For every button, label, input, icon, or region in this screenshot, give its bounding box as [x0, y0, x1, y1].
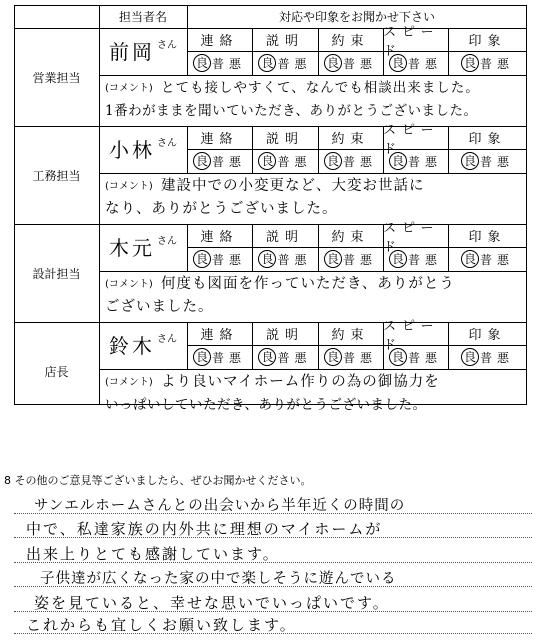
rating-bad[interactable]: 悪 [497, 154, 515, 169]
question-text: 8 その他のご意見等ございましたら、ぜひお聞かせください。 [4, 474, 312, 487]
category-label: スピード [383, 24, 440, 59]
rating-good-circled[interactable]: 良 [461, 250, 479, 268]
rating-bad[interactable]: 悪 [425, 350, 443, 365]
category-label: 連絡 [200, 230, 239, 245]
category-label: 説明 [265, 132, 304, 147]
rating-normal[interactable]: 普 [211, 350, 229, 365]
rating-good-circled[interactable]: 良 [389, 348, 407, 366]
rating-good-circled[interactable]: 良 [461, 54, 479, 72]
rating-options [383, 345, 448, 369]
rating-bad[interactable]: 悪 [360, 350, 378, 365]
rating-options [383, 51, 448, 75]
rating-bad[interactable]: 悪 [425, 56, 443, 71]
rating-bad[interactable]: 悪 [425, 154, 443, 169]
rating-bad[interactable]: 悪 [360, 56, 378, 71]
name-suffix: さん [157, 138, 177, 149]
comment-label: (コメント) [105, 181, 153, 192]
rating-bad[interactable]: 悪 [294, 56, 312, 71]
rating-normal[interactable]: 普 [479, 252, 497, 267]
rating-options [383, 247, 448, 271]
rating-normal[interactable]: 普 [277, 56, 295, 71]
rating-bad[interactable]: 悪 [229, 252, 247, 267]
comment-label: (コメント) [105, 377, 153, 388]
rating-options [383, 149, 448, 173]
rating-normal[interactable]: 普 [407, 154, 425, 169]
rating-options [187, 345, 252, 369]
rating-good-circled[interactable]: 良 [461, 348, 479, 366]
category-label: 説明 [265, 328, 304, 343]
category-label: 説明 [265, 230, 304, 245]
staff-name: 鈴木 [109, 334, 155, 358]
comment-line: いっぱいしていただき、ありがとうございました。 [105, 397, 427, 413]
row-role: 設計担当 [32, 266, 81, 281]
category-label: 印象 [468, 230, 507, 245]
rating-bad[interactable]: 悪 [294, 154, 312, 169]
row-name-cell [99, 322, 187, 369]
rating-good-circled[interactable]: 良 [389, 152, 407, 170]
name-suffix: さん [157, 334, 177, 345]
rating-normal[interactable]: 普 [342, 154, 360, 169]
rating-good-circled[interactable]: 良 [324, 250, 342, 268]
category-label: 約束 [331, 132, 370, 147]
comment-line: 何度も図面を作っていただき、ありがとう [161, 276, 455, 292]
rating-bad[interactable]: 悪 [294, 252, 312, 267]
rating-good-circled[interactable]: 良 [193, 54, 211, 72]
category-label: 説明 [265, 34, 304, 49]
rating-options [252, 345, 318, 369]
answer-line: 中で、私達家族の内外共に理想のマイホームが [26, 520, 383, 538]
rating-bad[interactable]: 悪 [229, 154, 247, 169]
rating-good-circled[interactable]: 良 [258, 348, 276, 366]
category-label: 約束 [331, 230, 370, 245]
rating-good-circled[interactable]: 良 [324, 348, 342, 366]
category-label: 連絡 [200, 34, 239, 49]
rating-bad[interactable]: 悪 [360, 252, 378, 267]
rating-options [448, 51, 527, 75]
rating-good-circled[interactable]: 良 [324, 54, 342, 72]
rating-good-circled[interactable]: 良 [193, 152, 211, 170]
rating-options [318, 247, 383, 271]
category-label: スピード [383, 220, 440, 255]
rating-normal[interactable]: 普 [211, 56, 229, 71]
rating-options [187, 247, 252, 271]
rating-good-circled[interactable]: 良 [258, 54, 276, 72]
rating-good-circled[interactable]: 良 [389, 54, 407, 72]
rating-good-circled[interactable]: 良 [258, 250, 276, 268]
rating-normal[interactable]: 普 [479, 350, 497, 365]
rating-good-circled[interactable]: 良 [461, 152, 479, 170]
rating-options [252, 51, 318, 75]
rating-options [318, 149, 383, 173]
row-role: 店長 [44, 364, 69, 379]
rating-normal[interactable]: 普 [479, 154, 497, 169]
rating-bad[interactable]: 悪 [360, 154, 378, 169]
row-role: 工務担当 [32, 168, 81, 183]
rating-good-circled[interactable]: 良 [193, 250, 211, 268]
category-label: 印象 [468, 132, 507, 147]
rating-options [187, 149, 252, 173]
answer-line: これからも宜しくお願い致します。 [26, 616, 297, 634]
category-label: 印象 [468, 34, 507, 49]
comment-line: 1番わがままを聞いていただき、ありがとうございました。 [105, 103, 478, 119]
name-suffix: さん [157, 236, 177, 247]
rating-bad[interactable]: 悪 [229, 56, 247, 71]
category-label: 約束 [331, 328, 370, 343]
staff-name: 前岡 [109, 40, 155, 64]
rating-bad[interactable]: 悪 [497, 350, 515, 365]
answer-line: 子供達が広くなった家の中で楽しそうに遊んでいる [40, 571, 397, 587]
rating-normal[interactable]: 普 [407, 252, 425, 267]
comment-label: (コメント) [105, 279, 153, 290]
comment-label: (コメント) [105, 83, 153, 94]
rating-normal[interactable]: 普 [342, 56, 360, 71]
header-prompt: 対応や印象をお聞かせ下さい [278, 10, 435, 24]
rating-normal[interactable]: 普 [277, 350, 295, 365]
rating-options [187, 51, 252, 75]
category-label: スピード [383, 122, 440, 157]
rating-bad[interactable]: 悪 [229, 350, 247, 365]
name-suffix: さん [157, 40, 177, 51]
rating-normal[interactable]: 普 [211, 252, 229, 267]
comment-line: なり、ありがとうございました。 [105, 201, 338, 217]
rating-good-circled[interactable]: 良 [258, 152, 276, 170]
comment-line: より良いマイホーム作りの為の御協力を [161, 374, 440, 390]
rating-normal[interactable]: 普 [277, 154, 295, 169]
rating-good-circled[interactable]: 良 [389, 250, 407, 268]
staff-name: 小林 [109, 138, 155, 162]
rating-options [252, 247, 318, 271]
rating-normal[interactable]: 普 [342, 350, 360, 365]
rating-normal[interactable]: 普 [407, 56, 425, 71]
category-label: 印象 [468, 328, 507, 343]
rating-normal[interactable]: 普 [277, 252, 295, 267]
category-label: 連絡 [200, 328, 239, 343]
row-name-cell [99, 28, 187, 75]
rating-normal[interactable]: 普 [211, 154, 229, 169]
staff-name: 木元 [109, 236, 155, 260]
rating-bad[interactable]: 悪 [497, 56, 515, 71]
rating-options [448, 247, 527, 271]
rating-good-circled[interactable]: 良 [193, 348, 211, 366]
comment-line: ございました。 [105, 299, 214, 315]
answer-line: 姿を見ていると、幸せな思いでいっぱいです。 [34, 594, 390, 612]
rating-normal[interactable]: 普 [342, 252, 360, 267]
rating-bad[interactable]: 悪 [497, 252, 515, 267]
comment-line: とても接しやすくて、なんでも相談出来ました。 [161, 80, 480, 96]
row-name-cell [99, 224, 187, 271]
rating-options [448, 345, 527, 369]
rating-bad[interactable]: 悪 [294, 350, 312, 365]
answer-line: サンエルホームさんとの出会いから半年近くの時間の [34, 498, 406, 514]
rating-options [318, 345, 383, 369]
row-role: 営業担当 [32, 70, 81, 85]
rating-bad[interactable]: 悪 [425, 252, 443, 267]
rating-normal[interactable]: 普 [407, 350, 425, 365]
rating-options [448, 149, 527, 173]
comment-line: 建設中での小変更など、大変お世話に [161, 178, 425, 194]
category-label: 約束 [331, 34, 370, 49]
header-staff: 担当者名 [118, 10, 167, 24]
rating-options [318, 51, 383, 75]
answer-line: 出来上りとても感謝しています。 [26, 545, 280, 563]
rating-options [252, 149, 318, 173]
rating-normal[interactable]: 普 [479, 56, 497, 71]
category-label: 連絡 [200, 132, 239, 147]
row-name-cell [99, 126, 187, 173]
rating-good-circled[interactable]: 良 [324, 152, 342, 170]
category-label: スピード [383, 318, 440, 353]
